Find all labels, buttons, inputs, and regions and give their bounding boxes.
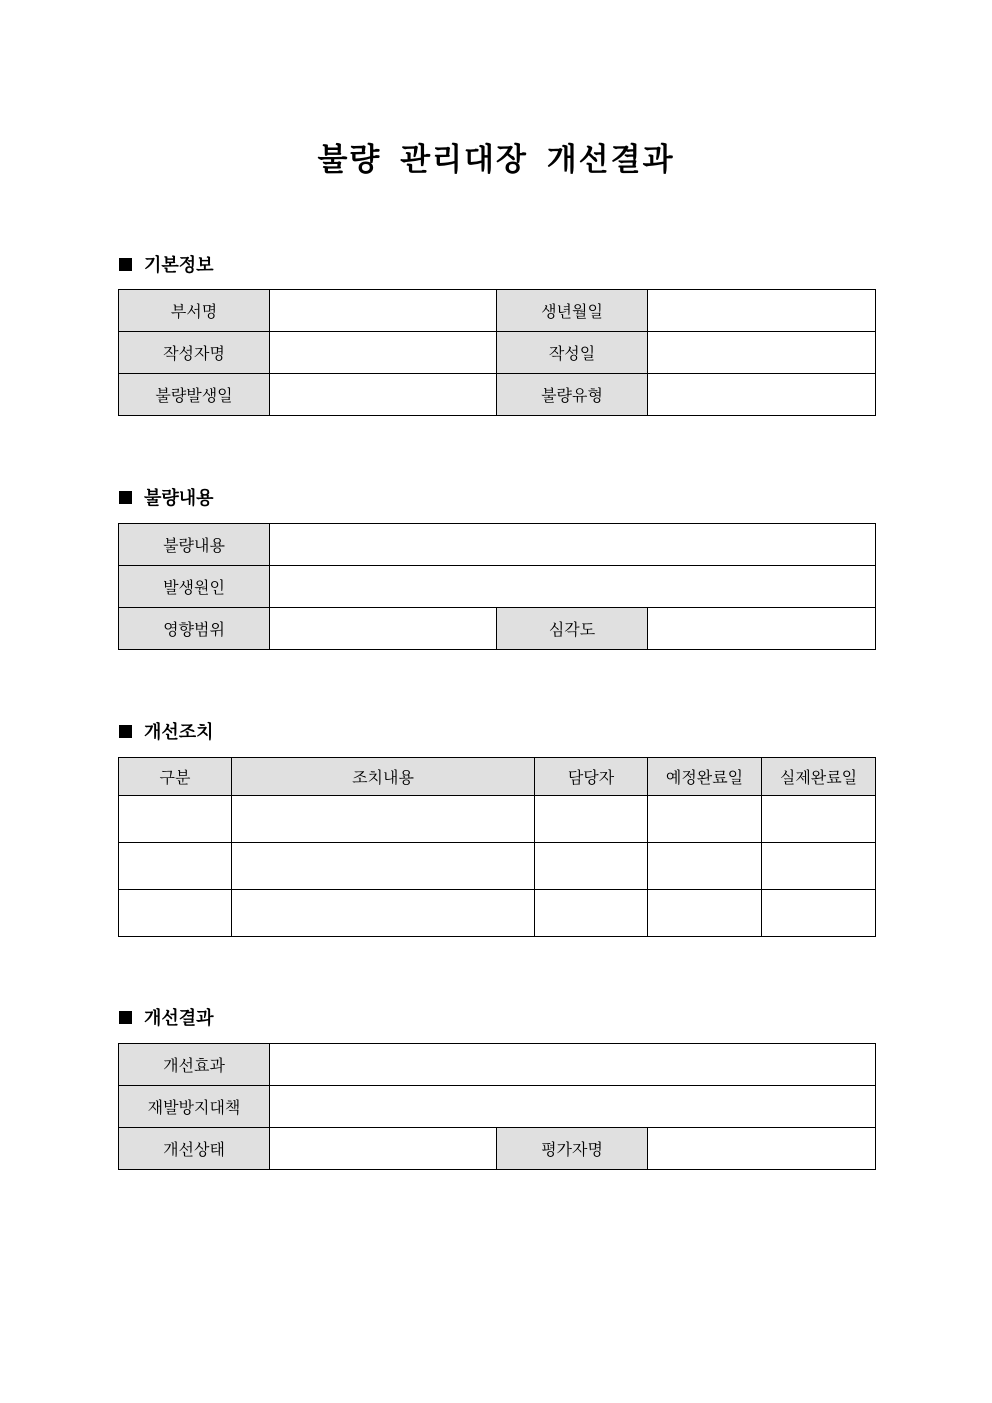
section-title: 개선조치: [144, 722, 214, 743]
planned-date-cell[interactable]: [648, 890, 762, 937]
improvement-effect-field[interactable]: [270, 1044, 876, 1086]
action-cell[interactable]: [232, 796, 535, 843]
written-date-field[interactable]: [648, 332, 876, 374]
column-header-planned-date: 예정완료일: [648, 758, 762, 796]
dept-name-field[interactable]: [270, 290, 497, 332]
improvement-status-field[interactable]: [270, 1128, 497, 1170]
evaluator-name-label: 평가자명: [497, 1128, 648, 1170]
category-cell[interactable]: [119, 796, 232, 843]
category-cell[interactable]: [119, 843, 232, 890]
improvement-status-label: 개선상태: [119, 1128, 270, 1170]
page-title: 불량 관리대장 개선결과: [317, 142, 675, 178]
table-row: [119, 796, 876, 843]
actual-date-cell[interactable]: [762, 890, 876, 937]
assignee-cell[interactable]: [535, 890, 648, 937]
planned-date-cell[interactable]: [648, 843, 762, 890]
recurrence-prevention-label: 재발방지대책: [119, 1086, 270, 1128]
author-name-label: 작성자명: [119, 332, 270, 374]
table-row: [119, 1086, 876, 1128]
table-row: [119, 566, 876, 608]
action-cell[interactable]: [232, 890, 535, 937]
column-header-category: 구분: [119, 758, 232, 796]
actual-date-cell[interactable]: [762, 843, 876, 890]
impact-scope-label: 영향범위: [119, 608, 270, 650]
action-cell[interactable]: [232, 843, 535, 890]
defect-type-label: 불량유형: [497, 374, 648, 416]
author-name-field[interactable]: [270, 332, 497, 374]
birthdate-field[interactable]: [648, 290, 876, 332]
written-date-label: 작성일: [497, 332, 648, 374]
dept-name-label: 부서명: [119, 290, 270, 332]
actual-date-cell[interactable]: [762, 796, 876, 843]
defect-date-field[interactable]: [270, 374, 497, 416]
table-row: [119, 524, 876, 566]
table-row: [119, 843, 876, 890]
improvement-actions-table: [118, 757, 876, 937]
table-row: [119, 290, 876, 332]
section-heading-defect-content: [119, 484, 214, 510]
defect-content-field[interactable]: [270, 524, 876, 566]
table-row: [119, 1044, 876, 1086]
defect-content-label: 불량내용: [119, 524, 270, 566]
square-bullet-icon: [119, 1011, 132, 1024]
defect-date-label: 불량발생일: [119, 374, 270, 416]
recurrence-prevention-field[interactable]: [270, 1086, 876, 1128]
assignee-cell[interactable]: [535, 796, 648, 843]
improvement-effect-label: 개선효과: [119, 1044, 270, 1086]
section-title: 기본정보: [144, 255, 214, 276]
evaluator-name-field[interactable]: [648, 1128, 876, 1170]
section-heading-improvement-actions: [119, 718, 214, 744]
square-bullet-icon: [119, 725, 132, 738]
section-title: 불량내용: [144, 488, 214, 509]
planned-date-cell[interactable]: [648, 796, 762, 843]
table-header-row: [119, 758, 876, 796]
defect-content-table: [118, 523, 876, 650]
square-bullet-icon: [119, 491, 132, 504]
severity-label: 심각도: [497, 608, 648, 650]
severity-field[interactable]: [648, 608, 876, 650]
birthdate-label: 생년월일: [497, 290, 648, 332]
table-row: [119, 1128, 876, 1170]
square-bullet-icon: [119, 258, 132, 271]
assignee-cell[interactable]: [535, 843, 648, 890]
table-row: [119, 890, 876, 937]
table-row: [119, 608, 876, 650]
improvement-results-table: [118, 1043, 876, 1170]
section-heading-basic-info: [119, 251, 214, 277]
column-header-assignee: 담당자: [535, 758, 648, 796]
table-row: [119, 374, 876, 416]
basic-info-table: [118, 289, 876, 416]
defect-type-field[interactable]: [648, 374, 876, 416]
category-cell[interactable]: [119, 890, 232, 937]
impact-scope-field[interactable]: [270, 608, 497, 650]
column-header-actual-date: 실제완료일: [762, 758, 876, 796]
section-heading-improvement-results: [119, 1004, 214, 1030]
cause-field[interactable]: [270, 566, 876, 608]
cause-label: 발생원인: [119, 566, 270, 608]
section-title: 개선결과: [144, 1008, 214, 1029]
column-header-action: 조치내용: [232, 758, 535, 796]
table-row: [119, 332, 876, 374]
